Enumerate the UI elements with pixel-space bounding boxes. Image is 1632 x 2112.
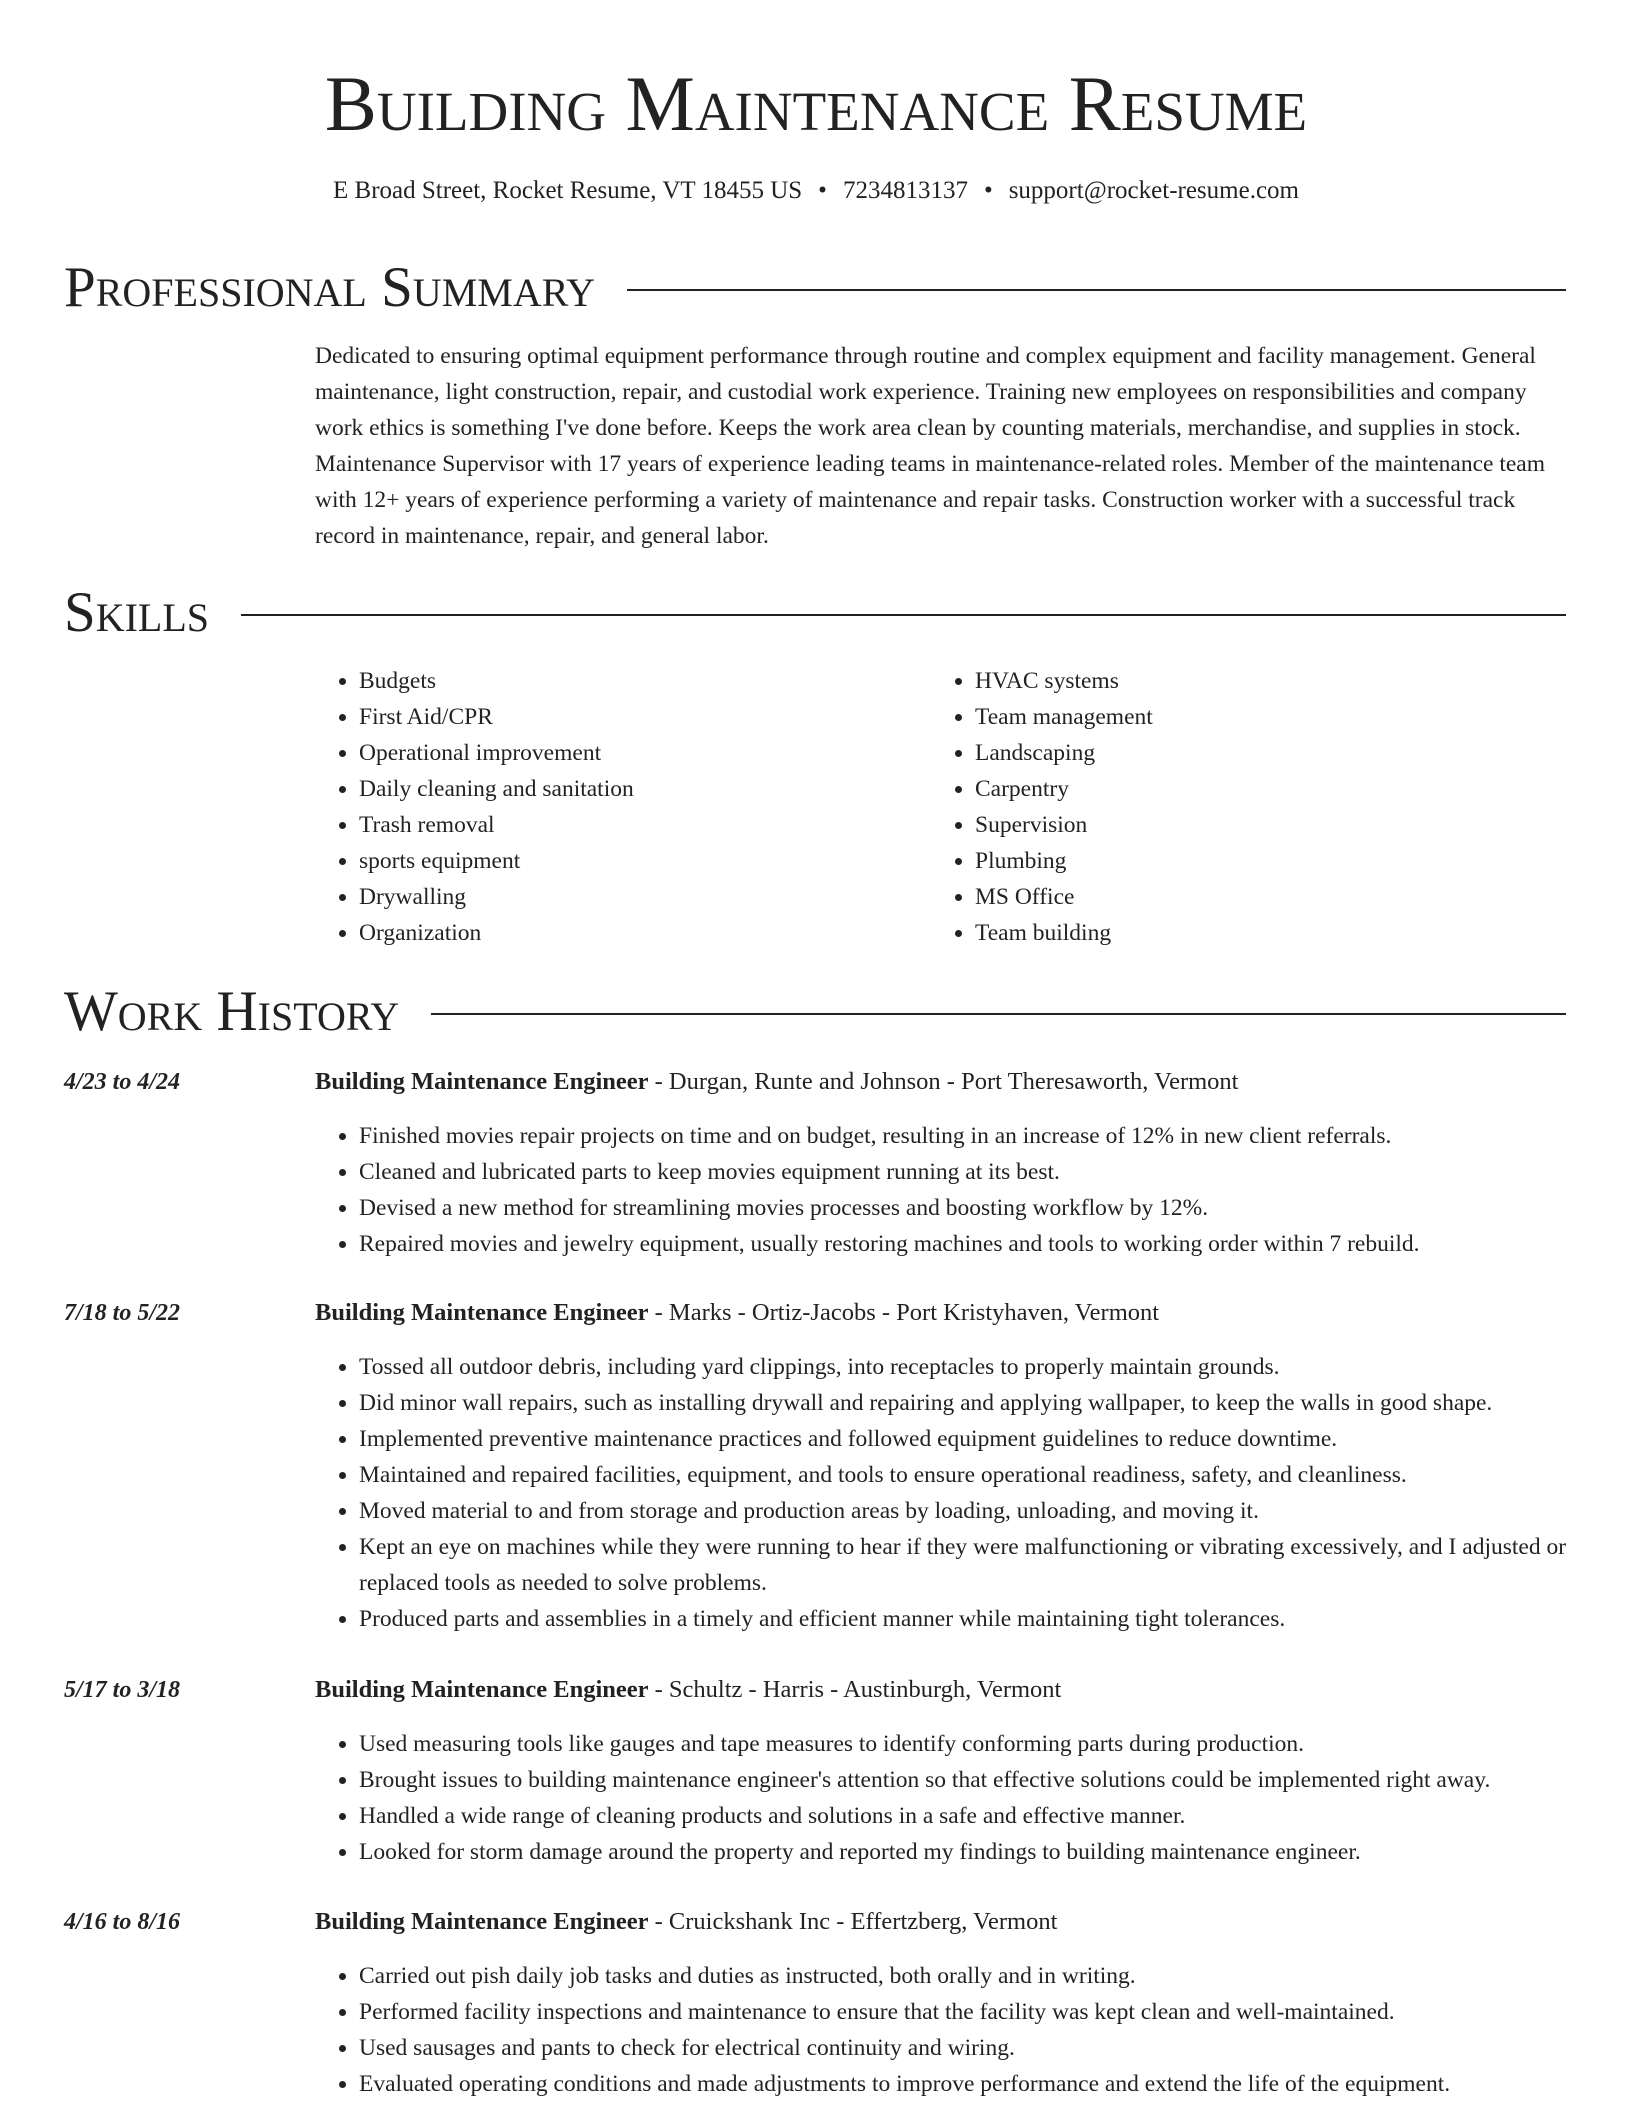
skill-item: • Organization (359, 915, 634, 951)
job-header (315, 1295, 1159, 1331)
job-bullet: • Carried out pish daily job tasks and duties as instructed, both orally and in writing. (359, 1958, 1619, 1994)
job-header (315, 1672, 1061, 1708)
section-divider (431, 1013, 1566, 1015)
skill-item: • sports equipment (359, 843, 634, 879)
job-dates: 4/16 to 8/16 (64, 1909, 181, 1935)
contact-separator: • (818, 177, 827, 204)
skill-item: • Team building (975, 915, 1153, 951)
job-header (315, 1064, 1238, 1100)
summary-section-header (64, 258, 1566, 318)
job-bullet: • Repaired movies and jewelry equipment, usually restoring machines and tools to working order within 7 rebuild. (359, 1226, 1619, 1262)
job-dates: 5/17 to 3/18 (64, 1677, 181, 1703)
job-company: - Schultz - Harris - Austinburgh, Vermont (648, 1676, 1062, 1703)
summary-heading: Professional Summary (64, 256, 596, 319)
job-role: Building Maintenance Engineer (315, 1908, 649, 1935)
job-dates: 4/23 to 4/24 (64, 1069, 181, 1095)
work-section-header (64, 982, 1566, 1042)
contact-line (0, 174, 1632, 208)
summary-text: Dedicated to ensuring optimal equipment performance through routine and complex equipment and facility management. General maintenance, light construction, repair, and custodial work experience. Training new employees on responsibilities and company work ethics is something I've done before. Keeps the work area clean by counting materials, merchandise, and supplies in stock. Maintenance Supervisor with 17 years of experience leading teams in maintenance-related roles. Member of the maintenance team with 12+ years of experience performing a variety of maintenance and repair tasks. Construction worker with a successful track record in maintenance, repair, and general labor. (315, 343, 1545, 549)
job-bullet: • Maintained and repaired facilities, equipment, and tools to ensure operational readiness, safety, and cleanliness. (359, 1457, 1619, 1493)
job-bullet: • Cleaned and lubricated parts to keep movies equipment running at its best. (359, 1154, 1619, 1190)
work-heading: Work History (64, 980, 400, 1043)
job-bullet: • Implemented preventive maintenance practices and followed equipment guidelines to reduce downtime. (359, 1421, 1619, 1457)
job-role: Building Maintenance Engineer (315, 1299, 649, 1326)
job-header (315, 1904, 1057, 1940)
skill-item: • MS Office (975, 879, 1153, 915)
job-bullet: • Produced parts and assemblies in a timely and efficient manner while maintaining tight tolerances. (359, 1601, 1619, 1637)
job-bullet: • Brought issues to building maintenance engineer's attention so that effective solutions could be implemented right away. (359, 1762, 1619, 1798)
job-dates: 7/18 to 5/22 (64, 1300, 181, 1326)
skill-item: • Trash removal (359, 807, 634, 843)
job-company: - Cruickshank Inc - Effertzberg, Vermont (648, 1908, 1058, 1935)
job-bullet: • Evaluated operating conditions and made adjustments to improve performance and extend the life of the equipment. (359, 2066, 1619, 2102)
resume-title: Building Maintenance Resume (324, 60, 1308, 147)
skills-list-left (315, 663, 634, 951)
job-bullet: • Did minor wall repairs, such as installing drywall and repairing and applying wallpaper, to keep the walls in good shape. (359, 1385, 1619, 1421)
skill-item: • Carpentry (975, 771, 1153, 807)
skill-item: • Plumbing (975, 843, 1153, 879)
job-bullets (315, 1118, 1619, 1262)
skill-item: • HVAC systems (975, 663, 1153, 699)
job-bullet: • Used sausages and pants to check for electrical continuity and wiring. (359, 2030, 1619, 2066)
skill-item: • Team management (975, 699, 1153, 735)
job-bullet: • Kept an eye on machines while they were running to hear if they were malfunctioning or vibrating excessively, and I adjusted or replaced tools as needed to solve problems. (359, 1529, 1619, 1601)
job-bullet: • Tossed all outdoor debris, including yard clippings, into receptacles to properly maintain grounds. (359, 1349, 1619, 1385)
skills-heading: Skills (64, 581, 210, 644)
job-bullet: • Devised a new method for streamlining movies processes and boosting workflow by 12%. (359, 1190, 1619, 1226)
job-bullet: • Moved material to and from storage and production areas by loading, unloading, and moving it. (359, 1493, 1619, 1529)
job-company: - Durgan, Runte and Johnson - Port Theresaworth, Vermont (648, 1068, 1239, 1095)
contact-email[interactable]: support@rocket-resume.com (1008, 177, 1299, 204)
skill-item: • Landscaping (975, 735, 1153, 771)
skills-list-right (931, 663, 1153, 951)
job-bullets (315, 1726, 1619, 1870)
skill-item: • Drywalling (359, 879, 634, 915)
skill-item: • Budgets (359, 663, 634, 699)
contact-separator: • (983, 177, 993, 204)
skill-item: • First Aid/CPR (359, 699, 634, 735)
job-company: - Marks - Ortiz-Jacobs - Port Kristyhaven, Vermont (648, 1299, 1160, 1326)
job-bullet: • Finished movies repair projects on time and on budget, resulting in an increase of 12% in new client referrals. (359, 1118, 1619, 1154)
job-bullet: • Used measuring tools like gauges and tape measures to identify conforming parts during production. (359, 1726, 1619, 1762)
skills-section-header (64, 583, 1566, 643)
job-bullet: • Handled a wide range of cleaning products and solutions in a safe and effective manner. (359, 1798, 1619, 1834)
job-bullet: • Looked for storm damage around the property and reported my findings to building maintenance engineer. (359, 1834, 1619, 1870)
job-bullet: • Performed facility inspections and maintenance to ensure that the facility was kept clean and well-maintained. (359, 1994, 1619, 2030)
job-role: Building Maintenance Engineer (315, 1068, 649, 1095)
job-role: Building Maintenance Engineer (315, 1676, 649, 1703)
skill-item: • Supervision (975, 807, 1153, 843)
skill-item: • Daily cleaning and sanitation (359, 771, 634, 807)
skill-item: • Operational improvement (359, 735, 634, 771)
contact-phone: 7234813137 (842, 177, 968, 204)
job-bullets (315, 1958, 1619, 2102)
section-divider (241, 614, 1566, 616)
job-bullets (315, 1349, 1619, 1637)
contact-address: E Broad Street, Rocket Resume, VT 18455 US (333, 177, 803, 204)
section-divider (627, 289, 1566, 291)
